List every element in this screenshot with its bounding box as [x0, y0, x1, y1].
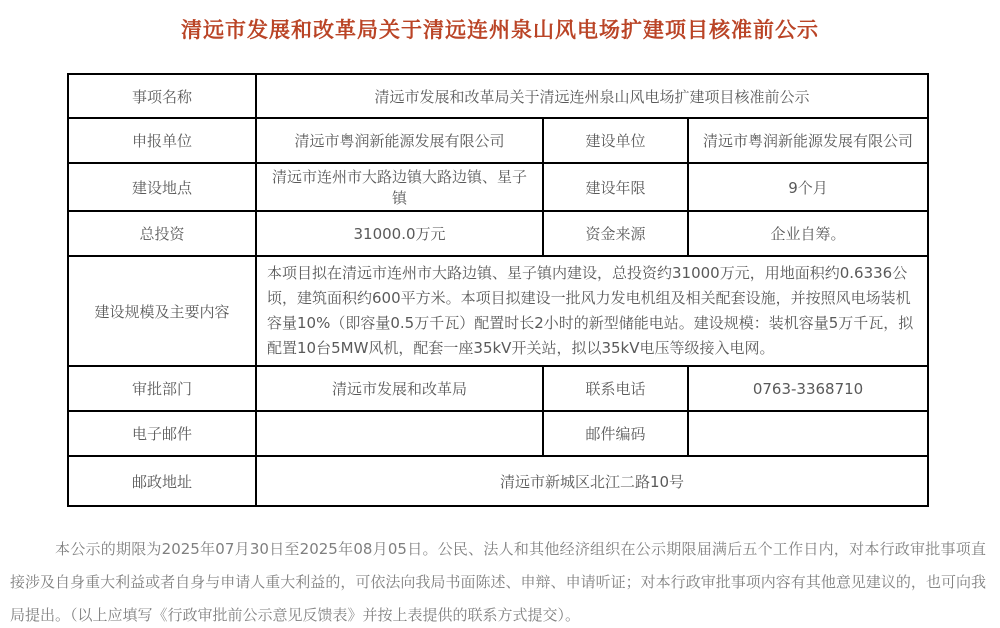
- value-postal-address: 清远市新城区北江二路10号: [256, 456, 928, 506]
- notice-period-paragraph: 本公示的期限为2025年07月30日至2025年08月05日。公民、法人和其他经济组织在公示期限届满后五个工作日内，对本行政审批事项直接涉及自身重大利益或者自身与申请人重大利益的，可依法向我局书面陈述、申辩、申请听证；对本行政审批事项内容有其他意见建议的，也可向我局提出。（以上应填写《行政审批前公示意见反馈表》并按上表提供的联系方式提交）。: [10, 540, 986, 624]
- label-approval-dept: 审批部门: [68, 366, 256, 411]
- project-info-table: [67, 73, 929, 507]
- label-item-name: 事项名称: [68, 74, 256, 118]
- table-row-units: [68, 118, 928, 163]
- label-postal-address: 邮政地址: [68, 456, 256, 506]
- value-scale-content: 本项目拟在清远市连州市大路边镇、星子镇内建设，总投资约31000万元，用地面积约0.6336公顷，建筑面积约600平方米。本项目拟建设一批风力发电机组及相关配套设施，并按照风电场装机容量10%（即容量0.5万千瓦）配置时长2小时的新型储能电站。建设规模：装机容量5万千瓦，拟配置10台5MW风机，配套一座35kV开关站，拟以35kV电压等级接入电网。: [256, 256, 928, 366]
- value-approval-dept: 清远市发展和改革局: [256, 366, 543, 411]
- label-contact-phone: 联系电话: [543, 366, 688, 411]
- value-construct-site: 清远市连州市大路边镇大路边镇、星子镇: [256, 163, 543, 211]
- value-funding-source: 企业自筹。: [688, 211, 928, 256]
- value-total-investment: 31000.0万元: [256, 211, 543, 256]
- table-row-approval-phone: [68, 366, 928, 411]
- label-declare-unit: 申报单位: [68, 118, 256, 163]
- label-total-investment: 总投资: [68, 211, 256, 256]
- label-construct-period: 建设年限: [543, 163, 688, 211]
- value-construct-period: 9个月: [688, 163, 928, 211]
- label-construct-site: 建设地点: [68, 163, 256, 211]
- value-mail-code: [688, 411, 928, 456]
- table-row-site-period: [68, 163, 928, 211]
- value-contact-phone: 0763-3368710: [688, 366, 928, 411]
- page-title: 清远市发展和改革局关于清远连州泉山风电场扩建项目核准前公示: [181, 18, 819, 42]
- table-row-email-mailcode: [68, 411, 928, 456]
- label-scale-content: 建设规模及主要内容: [68, 256, 256, 366]
- label-funding-source: 资金来源: [543, 211, 688, 256]
- table-row-postal-address: [68, 456, 928, 506]
- table-row-item-name: [68, 74, 928, 118]
- value-email: [256, 411, 543, 456]
- value-declare-unit: 清远市粤润新能源发展有限公司: [256, 118, 543, 163]
- value-item-name: 清远市发展和改革局关于清远连州泉山风电场扩建项目核准前公示: [256, 74, 928, 118]
- table-row-investment-funding: [68, 211, 928, 256]
- label-construct-unit: 建设单位: [543, 118, 688, 163]
- label-email: 电子邮件: [68, 411, 256, 456]
- table-row-scale-content: [68, 256, 928, 366]
- label-mail-code: 邮件编码: [543, 411, 688, 456]
- value-construct-unit: 清远市粤润新能源发展有限公司: [688, 118, 928, 163]
